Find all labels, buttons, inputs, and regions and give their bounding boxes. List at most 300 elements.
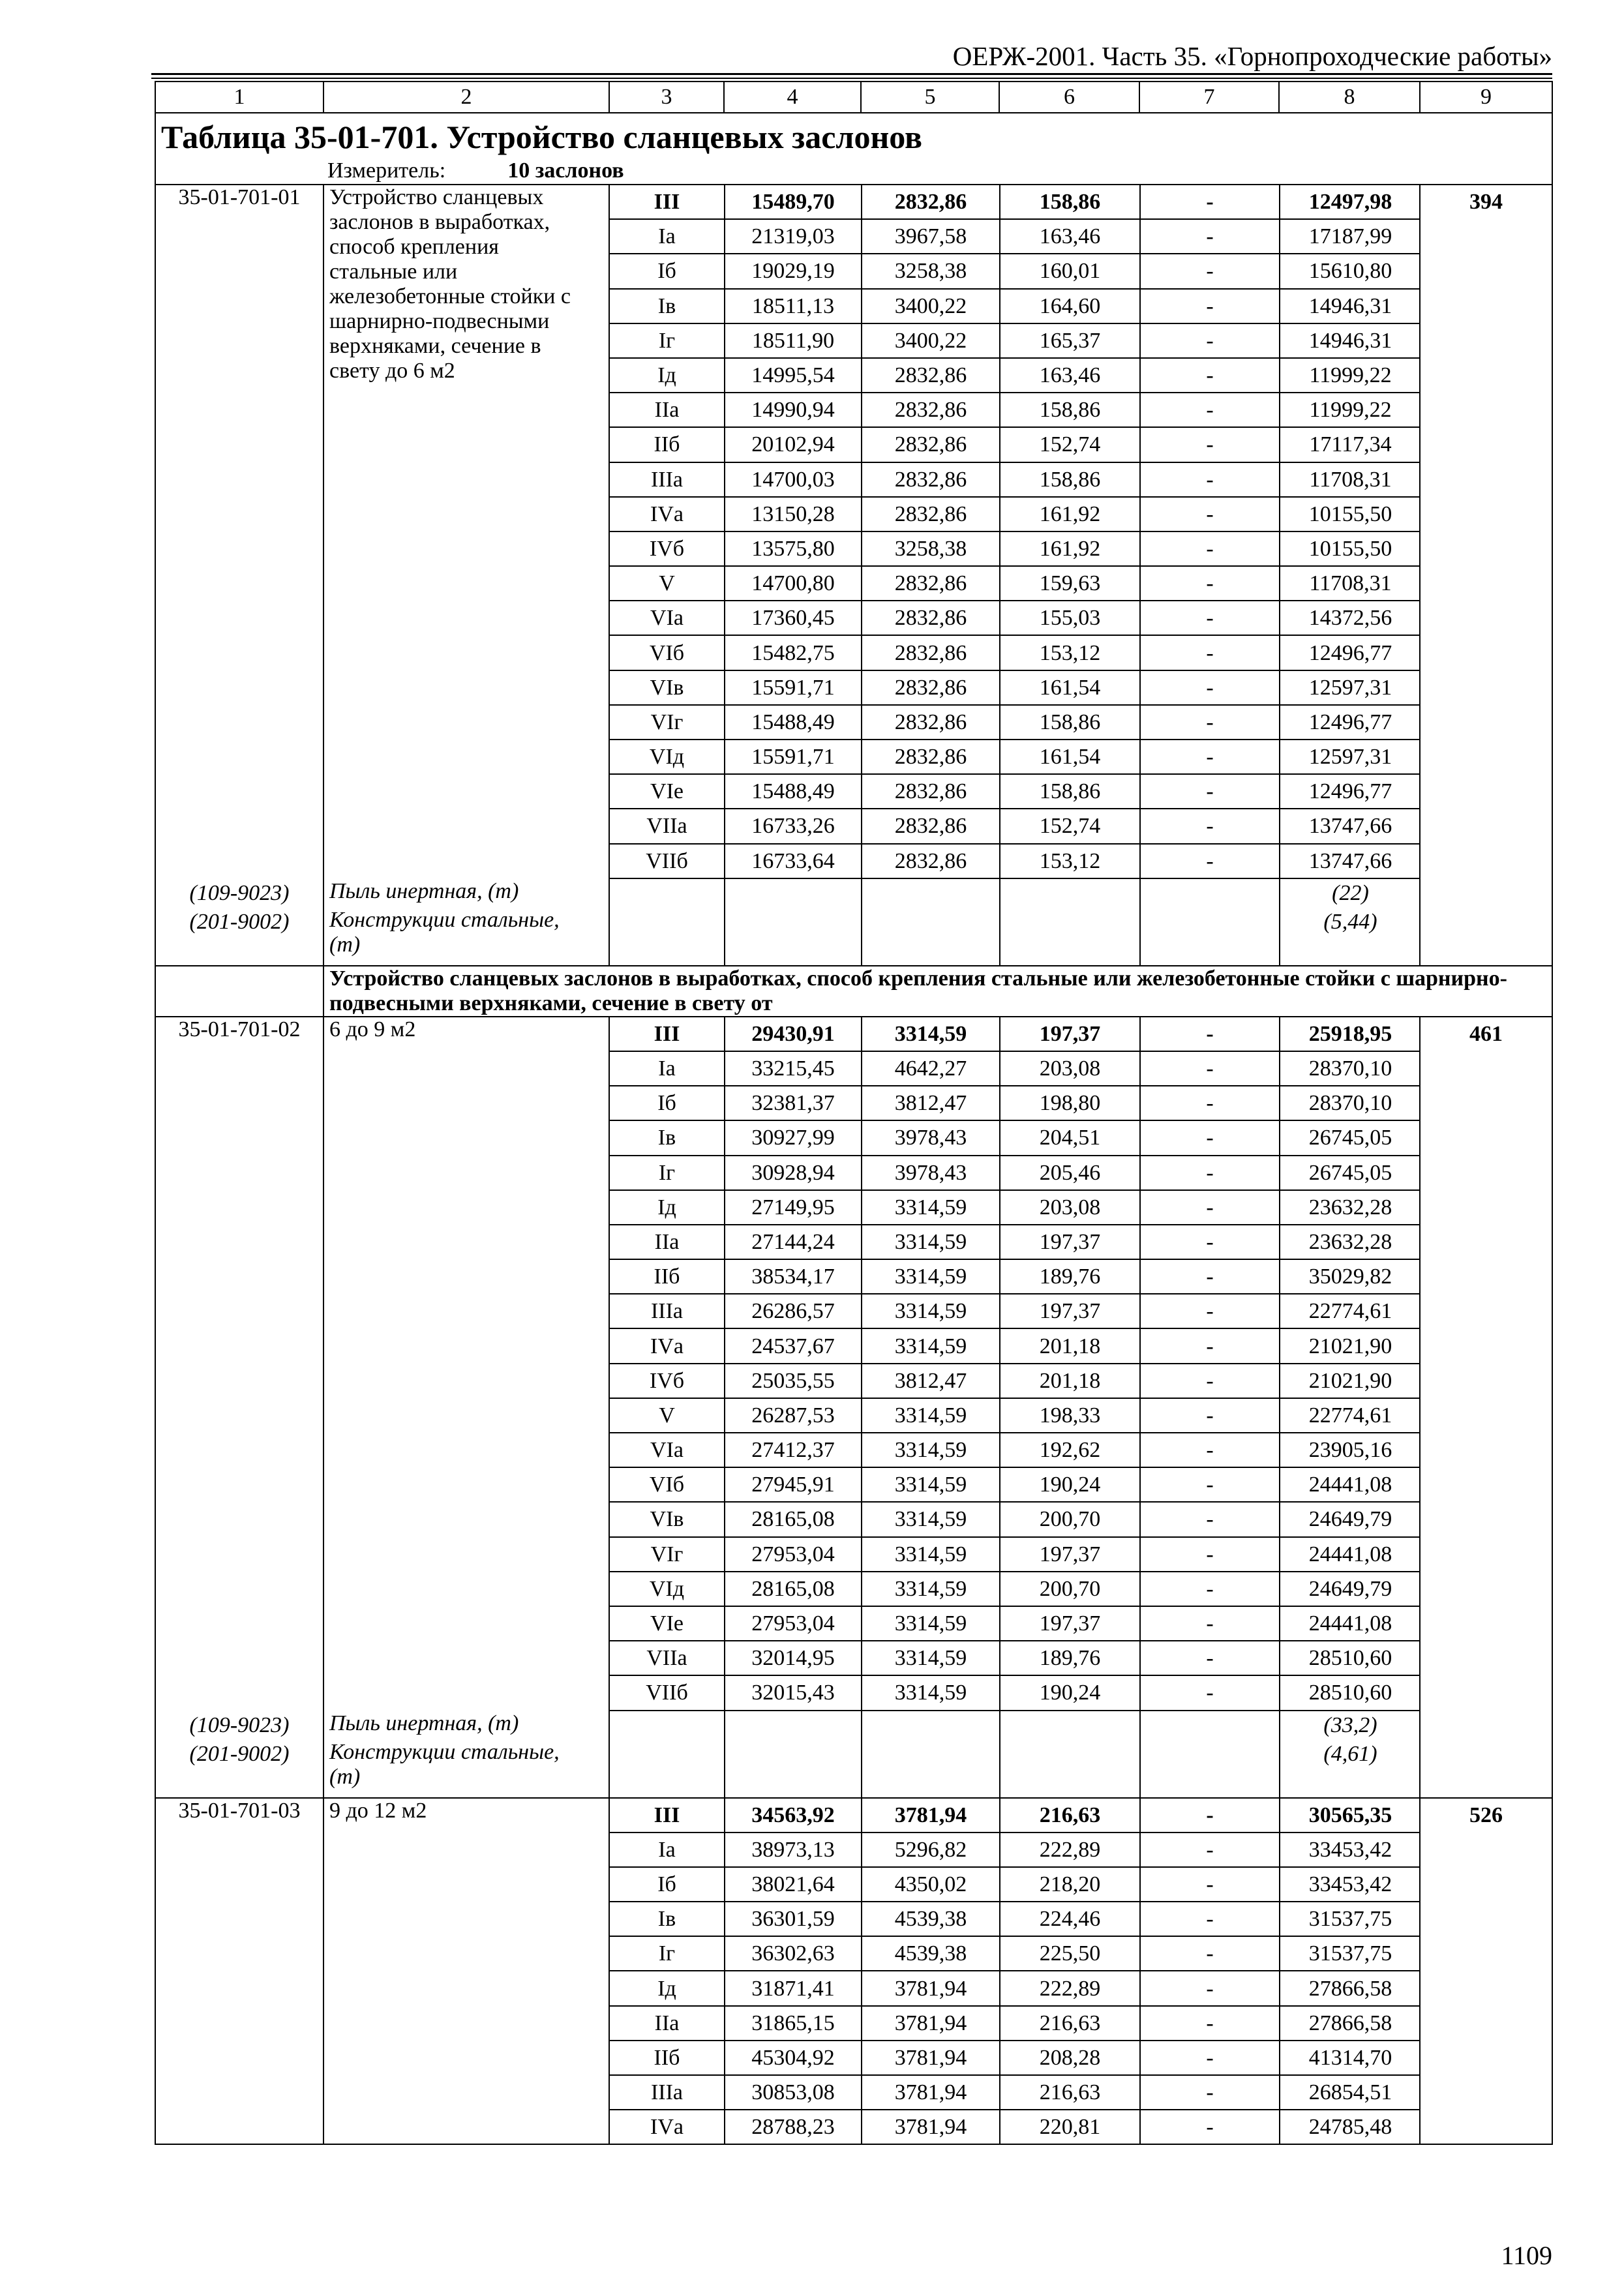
material-values	[610, 1710, 1421, 1797]
table-cell: -	[1140, 1328, 1280, 1363]
table-row	[610, 670, 1421, 705]
table-cell: Iг	[610, 1936, 725, 1971]
table-cell: 28510,60	[1280, 1641, 1421, 1675]
table-cell: VIд	[610, 1572, 725, 1606]
rate-code: 35-01-701-02	[178, 1017, 301, 1041]
material-values	[610, 878, 1421, 965]
table-cell: 2832,86	[862, 185, 1000, 219]
column-number: 2	[323, 82, 609, 113]
table-cell: 12497,98	[1280, 185, 1421, 219]
table-cell: 2832,86	[862, 844, 1000, 878]
table-row	[610, 1051, 1421, 1086]
table-cell: Iб	[610, 1867, 725, 1902]
table-cell: 3314,59	[862, 1190, 1000, 1225]
measure-unit: 10 заслонов	[507, 158, 624, 183]
table-cell: 24441,08	[1280, 1467, 1421, 1502]
material-name: Конструкции стальные, (т)	[329, 907, 560, 957]
description-line: шарнирно-подвесными	[329, 309, 550, 333]
table-cell: -	[1140, 1259, 1280, 1294]
table-row	[610, 1225, 1421, 1259]
table-cell: 26287,53	[725, 1398, 862, 1433]
table-cell: 22774,61	[1280, 1398, 1421, 1433]
rate-values	[610, 1799, 1421, 2144]
table-row	[610, 1902, 1421, 1936]
table-cell: -	[1140, 1936, 1280, 1971]
table-cell: -	[1140, 1833, 1280, 1867]
rate-code: 35-01-701-01	[178, 185, 301, 209]
column-number-row	[155, 82, 1552, 113]
table-cell: 18511,90	[725, 323, 862, 358]
table-row	[610, 1867, 1421, 1902]
description-line: способ крепления	[329, 235, 499, 259]
column-number: 9	[1420, 82, 1552, 113]
table-cell: 17117,34	[1280, 427, 1421, 462]
table-cell: 2832,86	[862, 670, 1000, 705]
table-cell: Iд	[610, 358, 725, 393]
rate-values	[610, 185, 1421, 878]
table-cell: -	[1140, 289, 1280, 323]
table-cell: 2832,86	[862, 740, 1000, 774]
table-cell: 3781,94	[862, 1799, 1000, 1833]
table-cell: 158,86	[1000, 705, 1140, 740]
table-cell: 160,01	[1000, 254, 1140, 288]
table-cell: 3781,94	[862, 2041, 1000, 2075]
table-cell: -	[1140, 1467, 1280, 1502]
table-cell: 2832,86	[862, 601, 1000, 635]
table-row	[610, 601, 1421, 635]
table-cell: -	[1140, 1398, 1280, 1433]
table-cell: -	[1140, 462, 1280, 497]
table-cell: 14990,94	[725, 393, 862, 427]
table-cell: 21319,03	[725, 219, 862, 254]
table-cell: 197,37	[1000, 1225, 1140, 1259]
running-header: ОЕРЖ-2001. Часть 35. «Горнопроходческие работы»	[952, 41, 1552, 71]
material-quantity: (5,44)	[1323, 909, 1377, 934]
table-row	[610, 323, 1421, 358]
table-cell: 13575,80	[725, 531, 862, 566]
table-cell: Iг	[610, 1156, 725, 1190]
description-line: верхняками, сечение в	[329, 334, 541, 358]
table-cell: 15610,80	[1280, 254, 1421, 288]
table-cell: 158,86	[1000, 393, 1140, 427]
table-cell: 200,70	[1000, 1572, 1140, 1606]
table-row	[610, 1017, 1421, 1051]
table-row	[610, 2110, 1421, 2144]
table-cell: 21021,90	[1280, 1364, 1421, 1398]
table-cell: 201,18	[1000, 1364, 1140, 1398]
table-row	[610, 2006, 1421, 2041]
table-cell: 3314,59	[862, 1225, 1000, 1259]
table-cell: 27866,58	[1280, 1971, 1421, 2005]
table-cell: III	[610, 185, 725, 219]
table-cell: 24649,79	[1280, 1502, 1421, 1536]
table-cell: -	[1140, 1364, 1280, 1398]
table-cell: 197,37	[1000, 1017, 1140, 1051]
table-cell: 31537,75	[1280, 1936, 1421, 1971]
table-cell: 3314,59	[862, 1017, 1000, 1051]
table-cell: -	[1140, 1867, 1280, 1902]
table-cell: 2832,86	[862, 497, 1000, 531]
description-line: заслонов в выработках,	[329, 210, 550, 234]
table-cell: VIб	[610, 1467, 725, 1502]
material-name: Пыль инертная, (т)	[329, 1711, 519, 1735]
table-cell: 13747,66	[1280, 809, 1421, 843]
table-cell: Iб	[610, 1086, 725, 1120]
table-cell: 163,46	[1000, 358, 1140, 393]
table-row	[610, 1799, 1421, 1833]
table-cell: 27149,95	[725, 1190, 862, 1225]
table-cell: 38534,17	[725, 1259, 862, 1294]
table-cell: 11708,31	[1280, 566, 1421, 601]
table-cell: IIа	[610, 2006, 725, 2041]
table-cell: -	[1140, 1537, 1280, 1572]
table-cell: 3314,59	[862, 1641, 1000, 1675]
table-cell: 30853,08	[725, 2075, 862, 2110]
table-cell: -	[1140, 2041, 1280, 2075]
measure-line	[156, 158, 1552, 184]
page-number: 1109	[1501, 2241, 1552, 2270]
table-cell: 22774,61	[1280, 1294, 1421, 1328]
table-cell: 33453,42	[1280, 1867, 1421, 1902]
table-cell: -	[1140, 1572, 1280, 1606]
table-cell: 10155,50	[1280, 531, 1421, 566]
table-cell: 33453,42	[1280, 1833, 1421, 1867]
table-cell: 3258,38	[862, 254, 1000, 288]
table-cell: Iа	[610, 1051, 725, 1086]
table-cell: Iд	[610, 1971, 725, 2005]
table-cell: -	[1140, 635, 1280, 670]
table-cell: VIIа	[610, 1641, 725, 1675]
table-title: Таблица 35-01-701. Устройство сланцевых заслонов	[161, 119, 923, 155]
table-cell: 197,37	[1000, 1294, 1140, 1328]
table-cell: 216,63	[1000, 2006, 1140, 2041]
table-cell: 161,92	[1000, 531, 1140, 566]
table-cell: Iв	[610, 1902, 725, 1936]
table-cell: 11708,31	[1280, 462, 1421, 497]
table-cell: 30928,94	[725, 1156, 862, 1190]
table-cell: 3314,59	[862, 1606, 1000, 1641]
table-cell: 4539,38	[862, 1936, 1000, 1971]
table-cell: 197,37	[1000, 1606, 1140, 1641]
table-cell: 3314,59	[862, 1259, 1000, 1294]
table-cell: 203,08	[1000, 1190, 1140, 1225]
column-number: 4	[724, 82, 861, 113]
table-cell: -	[1140, 1675, 1280, 1709]
table-cell: VIб	[610, 635, 725, 670]
table-cell: 3314,59	[862, 1433, 1000, 1467]
table-row	[610, 1398, 1421, 1433]
table-cell: VIв	[610, 670, 725, 705]
table-cell: 152,74	[1000, 427, 1140, 462]
table-cell: 33215,45	[725, 1051, 862, 1086]
table-cell: 14946,31	[1280, 323, 1421, 358]
table-cell: 3314,59	[862, 1467, 1000, 1502]
table-cell: 3258,38	[862, 531, 1000, 566]
table-cell: 14700,03	[725, 462, 862, 497]
rate-block	[155, 1017, 1552, 1798]
table-row	[610, 844, 1421, 878]
table-row	[610, 1364, 1421, 1398]
table-cell: 27412,37	[725, 1433, 862, 1467]
table-cell: IIб	[610, 427, 725, 462]
table-cell: 20102,94	[725, 427, 862, 462]
table-cell: 14700,80	[725, 566, 862, 601]
table-cell: VIв	[610, 1502, 725, 1536]
table-cell: 34563,92	[725, 1799, 862, 1833]
table-cell: 36302,63	[725, 1936, 862, 1971]
table-cell: 155,03	[1000, 601, 1140, 635]
table-row	[610, 393, 1421, 427]
table-cell: -	[1140, 1502, 1280, 1536]
table-cell: 3781,94	[862, 1971, 1000, 2005]
table-cell: 3967,58	[862, 219, 1000, 254]
description-line: 9 до 12 м2	[329, 1798, 427, 1823]
table-row	[610, 566, 1421, 601]
material-quantity: (4,61)	[1323, 1741, 1377, 1766]
table-cell: Iг	[610, 323, 725, 358]
table-cell: 27953,04	[725, 1537, 862, 1572]
table-row	[610, 1971, 1421, 2005]
table-row	[610, 1120, 1421, 1155]
table-row	[610, 2041, 1421, 2075]
table-cell: 203,08	[1000, 1051, 1140, 1086]
table-cell: -	[1140, 1225, 1280, 1259]
table-cell: 25035,55	[725, 1364, 862, 1398]
table-cell: 12496,77	[1280, 705, 1421, 740]
description-line: стальные или	[329, 260, 458, 284]
table-cell: 15591,71	[725, 740, 862, 774]
table-cell: -	[1140, 1902, 1280, 1936]
table-row	[610, 1936, 1421, 1971]
table-cell: VIе	[610, 774, 725, 809]
table-cell: IVб	[610, 531, 725, 566]
column-9-value: 461	[1420, 1017, 1552, 1798]
table-cell: -	[1140, 1086, 1280, 1120]
table-row	[610, 1294, 1421, 1328]
column-number: 3	[609, 82, 724, 113]
table-cell: 27866,58	[1280, 2006, 1421, 2041]
table-cell: 14995,54	[725, 358, 862, 393]
table-cell: 205,46	[1000, 1156, 1140, 1190]
table-cell: Iб	[610, 254, 725, 288]
material-name: Пыль инертная, (т)	[329, 878, 519, 903]
table-cell: 3781,94	[862, 2075, 1000, 2110]
table-cell: 3314,59	[862, 1398, 1000, 1433]
table-cell: 26854,51	[1280, 2075, 1421, 2110]
material-code: (109-9023)	[189, 880, 290, 905]
table-cell: 189,76	[1000, 1259, 1140, 1294]
table-cell: Iв	[610, 289, 725, 323]
table-cell: 24649,79	[1280, 1572, 1421, 1606]
table-cell: 2832,86	[862, 705, 1000, 740]
rate-values	[610, 1017, 1421, 1710]
table-cell: 41314,70	[1280, 2041, 1421, 2075]
table-cell: 23905,16	[1280, 1433, 1421, 1467]
table-row	[610, 1502, 1421, 1536]
table-cell: -	[1140, 531, 1280, 566]
table-cell: 28165,08	[725, 1572, 862, 1606]
table-cell: 222,89	[1000, 1971, 1140, 2005]
table-cell: 23632,28	[1280, 1225, 1421, 1259]
table-cell: 2832,86	[862, 427, 1000, 462]
material-name: Конструкции стальные, (т)	[329, 1739, 560, 1789]
table-cell: IIа	[610, 393, 725, 427]
table-cell: 3400,22	[862, 323, 1000, 358]
table-row	[610, 1328, 1421, 1363]
table-cell: 2832,86	[862, 809, 1000, 843]
table-cell: 11999,22	[1280, 393, 1421, 427]
table-cell: 10155,50	[1280, 497, 1421, 531]
table-cell: 32015,43	[725, 1675, 862, 1709]
table-cell: -	[1140, 219, 1280, 254]
header-rule-thin	[151, 78, 1552, 79]
table-cell: -	[1140, 1051, 1280, 1086]
table-cell: 4539,38	[862, 1902, 1000, 1936]
table-cell: -	[1140, 2006, 1280, 2041]
table-cell: 24785,48	[1308, 2115, 1392, 2140]
material-quantity: (33,2)	[1323, 1713, 1377, 1737]
table-cell: 28510,60	[1308, 1681, 1392, 1705]
table-row	[610, 185, 1421, 219]
table-cell: 31865,15	[725, 2006, 862, 2041]
table-cell: 31871,41	[725, 1971, 862, 2005]
table-cell: 3781,94	[862, 2006, 1000, 2041]
table-cell: VIг	[610, 705, 725, 740]
table-row	[610, 254, 1421, 288]
table-row	[610, 1259, 1421, 1294]
column-9-value: 526	[1420, 1798, 1552, 2145]
table-row	[610, 289, 1421, 323]
table-cell: -	[1140, 1971, 1280, 2005]
table-cell: VIг	[610, 1537, 725, 1572]
table-cell: 3314,59	[862, 1572, 1000, 1606]
table-cell: -	[1140, 1799, 1280, 1833]
column-number: 5	[861, 82, 999, 113]
table-cell: 4350,02	[862, 1867, 1000, 1902]
table-cell: IIIа	[610, 1294, 725, 1328]
table-cell: -	[1140, 670, 1280, 705]
table-cell: 35029,82	[1280, 1259, 1421, 1294]
table-cell: -	[1140, 1294, 1280, 1328]
table-row	[610, 219, 1421, 254]
table-cell: 26745,05	[1280, 1120, 1421, 1155]
table-cell: 189,76	[1000, 1641, 1140, 1675]
table-cell: 15482,75	[725, 635, 862, 670]
table-cell: 21021,90	[1280, 1328, 1421, 1363]
table-row	[610, 1572, 1421, 1606]
table-cell: VIIб	[610, 1675, 725, 1709]
table-cell: IVа	[610, 2110, 725, 2144]
table-cell: IVа	[610, 1328, 725, 1363]
table-cell: 161,54	[1000, 670, 1140, 705]
table-cell: -	[1140, 740, 1280, 774]
table-cell: 17187,99	[1280, 219, 1421, 254]
table-row	[610, 1641, 1421, 1675]
table-cell: 224,46	[1000, 1902, 1140, 1936]
table-cell: 3400,22	[862, 289, 1000, 323]
table-cell: -	[1140, 705, 1280, 740]
table-cell: 29430,91	[725, 1017, 862, 1051]
table-cell: 26745,05	[1280, 1156, 1421, 1190]
table-cell: 192,62	[1000, 1433, 1140, 1467]
table-cell: 12496,77	[1280, 635, 1421, 670]
table-cell: -	[1140, 601, 1280, 635]
table-row	[610, 1190, 1421, 1225]
material-code: (109-9023)	[189, 1713, 290, 1737]
table-cell: III	[610, 1799, 725, 1833]
table-cell: 24441,08	[1280, 1537, 1421, 1572]
table-cell: IVб	[610, 1364, 725, 1398]
table-cell: 15591,71	[725, 670, 862, 705]
description-line: Устройство сланцевых	[329, 185, 544, 209]
table-cell: 163,46	[1000, 219, 1140, 254]
table-cell: -	[1140, 393, 1280, 427]
table-cell: -	[1140, 844, 1280, 878]
material-quantity: (22)	[1332, 880, 1369, 905]
table-cell: 30927,99	[725, 1120, 862, 1155]
table-cell: -	[1140, 1017, 1280, 1051]
rate-block	[155, 1798, 1552, 2145]
table-cell: 3781,94	[862, 2110, 1000, 2144]
table-cell: 14946,31	[1280, 289, 1421, 323]
table-cell: 5296,82	[862, 1833, 1000, 1867]
table-cell: 16733,26	[725, 809, 862, 843]
table-cell: 158,86	[1000, 185, 1140, 219]
table-row	[610, 809, 1421, 843]
table-cell: -	[1140, 1156, 1280, 1190]
column-number: 1	[155, 82, 323, 113]
table-title-row	[155, 113, 1552, 185]
table-row	[610, 1467, 1421, 1502]
rates-table	[155, 81, 1553, 2145]
table-cell: 159,63	[1000, 566, 1140, 601]
description-line: свету до 6 м2	[329, 359, 455, 383]
table-cell: III	[610, 1017, 725, 1051]
table-row	[610, 1537, 1421, 1572]
table-cell: 153,12	[1000, 844, 1140, 878]
table-row	[610, 1156, 1421, 1190]
table-cell: 158,86	[1000, 462, 1140, 497]
table-cell: 17360,45	[725, 601, 862, 635]
table-row	[610, 1606, 1421, 1641]
table-cell: 15489,70	[725, 185, 862, 219]
column-number: 8	[1279, 82, 1420, 113]
table-cell: 13747,66	[1308, 848, 1392, 873]
table-cell: IIа	[610, 1225, 725, 1259]
table-cell: -	[1140, 497, 1280, 531]
table-cell: 152,74	[1000, 809, 1140, 843]
table-cell: 32014,95	[725, 1641, 862, 1675]
table-cell: -	[1140, 427, 1280, 462]
table-cell: 25918,95	[1280, 1017, 1421, 1051]
rate-block	[155, 185, 1552, 966]
table-row	[610, 1675, 1421, 1709]
table-cell: 28165,08	[725, 1502, 862, 1536]
table-cell: Iд	[610, 1190, 725, 1225]
table-cell: 190,24	[1000, 1675, 1140, 1709]
table-cell: 3314,59	[862, 1675, 1000, 1709]
table-cell: 204,51	[1000, 1120, 1140, 1155]
table-cell: VIIа	[610, 809, 725, 843]
table-cell: 2832,86	[862, 566, 1000, 601]
material-code: (201-9002)	[189, 1741, 290, 1766]
table-cell: 11999,22	[1280, 358, 1421, 393]
table-cell: 3314,59	[862, 1502, 1000, 1536]
table-cell: 225,50	[1000, 1936, 1140, 1971]
table-cell: -	[1140, 254, 1280, 288]
table-cell: V	[610, 1398, 725, 1433]
table-cell: 200,70	[1000, 1502, 1140, 1536]
